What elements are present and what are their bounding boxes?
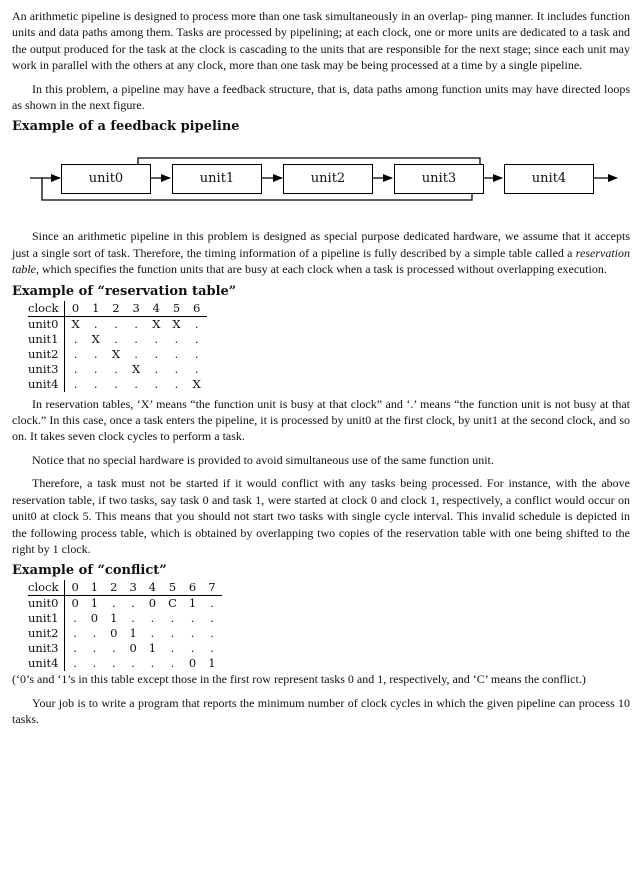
- clock-cell: 2: [106, 301, 126, 317]
- table-cell: .: [150, 656, 155, 671]
- table-cell: .: [73, 361, 78, 376]
- table-cell: .: [73, 346, 78, 361]
- table-cell: 0: [110, 626, 118, 641]
- table-cell: .: [170, 611, 175, 626]
- table-cell: X: [172, 316, 181, 331]
- table-cell: .: [154, 331, 159, 346]
- table-cell: .: [134, 316, 138, 331]
- table-cell: .: [194, 316, 199, 331]
- table-cell: .: [134, 331, 138, 346]
- conflict-heading: Example of “conflict”: [12, 563, 167, 579]
- description-paragraph: [12, 228, 630, 277]
- table-cell: .: [93, 346, 98, 361]
- table-cell: .: [92, 626, 97, 641]
- table-cell: 1: [208, 656, 216, 671]
- clock-cell: 5: [162, 580, 183, 596]
- table-cell: .: [114, 361, 118, 376]
- unit-label: unit2: [28, 626, 65, 641]
- reservation-table-header: [28, 301, 207, 317]
- explanation-paragraph-1: In reservation tables, ‘X’ means “the function unit is busy at that clock” and ‘.’ means “the function unit is not busy at that clock.” In this case, once a task enters the pipeline, it is processed by unit0 at the first clock, by unit1 at the second clock, and so on. It takes seven clock cycles to perform a task.: [12, 396, 630, 444]
- clock-cell: 6: [183, 580, 202, 596]
- table-cell: .: [73, 656, 77, 671]
- table-cell: X: [132, 361, 141, 376]
- table-cell: .: [170, 641, 175, 656]
- table-cell: 1: [148, 641, 157, 656]
- table-cell: .: [93, 376, 98, 391]
- explanation-paragraph-2: Notice that no special hardware is provided to avoid simultaneous use of the same function unit.: [32, 452, 494, 467]
- clock-cell: 3: [123, 580, 142, 596]
- conflict-note: (‘0’s and ‘1’s in this table except those in the first row represent tasks 0 and 1, respectively, and ‘C’ means the conflict.): [12, 672, 586, 687]
- clock-cell: 0: [65, 580, 85, 596]
- table-cell: .: [154, 376, 159, 391]
- clock-cell: 1: [86, 301, 106, 317]
- table-row: [28, 377, 207, 392]
- table-cell: .: [114, 376, 118, 391]
- table-cell: .: [150, 626, 155, 641]
- clock-cell: 6: [187, 301, 207, 317]
- intro-paragraph-2: In this problem, a pipeline may have a feedback structure, that is, data paths among function units may have directed loops as shown in the next figure.: [12, 81, 630, 113]
- table-cell: 0: [90, 611, 99, 626]
- conflict-table-header: [28, 580, 222, 596]
- unit2-box: unit2: [283, 164, 373, 194]
- clock-label: clock: [28, 301, 65, 317]
- table-row: [28, 641, 222, 656]
- table-cell: 0: [71, 596, 79, 611]
- clock-cell: 4: [143, 580, 162, 596]
- table-cell: .: [194, 361, 199, 376]
- table-cell: .: [194, 331, 199, 346]
- table-cell: .: [210, 626, 214, 641]
- feedback-heading: Example of a feedback pipeline: [12, 119, 240, 135]
- table-cell: .: [73, 611, 77, 626]
- table-cell: .: [210, 611, 214, 626]
- table-cell: .: [93, 316, 98, 331]
- table-cell: .: [111, 656, 116, 671]
- table-row: [28, 626, 222, 641]
- table-cell: .: [190, 626, 195, 641]
- unit-label: unit0: [28, 596, 65, 612]
- table-cell: .: [73, 626, 77, 641]
- table-row: [28, 347, 207, 362]
- table-row: [28, 362, 207, 377]
- table-cell: 0: [188, 656, 197, 671]
- table-cell: .: [92, 656, 97, 671]
- table-cell: X: [71, 316, 80, 331]
- conflict-cell: C: [168, 596, 177, 611]
- table-cell: .: [134, 376, 138, 391]
- table-cell: 1: [129, 626, 137, 641]
- table-cell: 1: [110, 611, 118, 626]
- table-row: [28, 316, 207, 332]
- clock-cell: 1: [85, 580, 104, 596]
- clock-cell: 2: [104, 580, 123, 596]
- unit3-box: unit3: [394, 164, 484, 194]
- table-cell: .: [73, 376, 78, 391]
- table-cell: .: [131, 596, 135, 611]
- table-row: [28, 656, 222, 671]
- unit1-box: unit1: [172, 164, 262, 194]
- table-row: [28, 596, 222, 612]
- reservation-table-term: reservation table: [12, 245, 630, 277]
- table-cell: .: [174, 361, 179, 376]
- clock-cell: 4: [146, 301, 166, 317]
- table-row: [28, 332, 207, 347]
- unit-label: unit1: [28, 332, 65, 347]
- table-cell: .: [73, 331, 78, 346]
- feedback-pipeline-diagram: [12, 136, 630, 228]
- table-cell: .: [150, 611, 155, 626]
- table-cell: .: [154, 361, 159, 376]
- intro-paragraph-1: An arithmetic pipeline is designed to process more than one task simultaneously in an overlap- ping manner. It includes function units and data paths among them. Tasks are processed by pipelining; at each clock, one or more units are dedicated to a task and the output produced for the task at the clock is cascading to the units that are responsible for the next stage; since each unit may work in parallel with the others at any clock, more than one task may be being processed at a time by a single pipeline.: [12, 9, 630, 73]
- table-cell: .: [210, 641, 214, 656]
- conflict-table: [28, 580, 222, 671]
- table-cell: X: [152, 316, 161, 331]
- table-cell: 1: [90, 596, 99, 611]
- unit-label: unit2: [28, 347, 65, 362]
- reservation-table: [28, 301, 207, 392]
- problem-statement: [12, 8, 630, 728]
- unit4-box: unit4: [504, 164, 594, 194]
- explanation-paragraph-3: Therefore, a task must not be started if it would conflict with any tasks being processed. For instance, with the above reservation table, if two tasks, say task 0 and task 1, were started at clock 0 and clock 1, respectively, a conflict would occur on unit0 at clock 5. This means that you should not start two tasks with single cycle interval. This invalid schedule is depicted in the following process table, which is obtained by overlapping two copies of the reservation table with one being shifted to the right by 1 clock.: [12, 476, 630, 556]
- table-cell: .: [92, 641, 97, 656]
- clock-cell: 5: [166, 301, 186, 317]
- closing-paragraph: Your job is to write a program that reports the minimum number of clock cycles in which the given pipeline can process 10 tasks.: [12, 695, 630, 727]
- table-cell: .: [73, 641, 77, 656]
- clock-cell: 7: [202, 580, 221, 596]
- table-cell: .: [170, 656, 175, 671]
- clock-cell: 0: [65, 301, 86, 317]
- table-cell: .: [210, 596, 214, 611]
- table-cell: .: [114, 331, 118, 346]
- reservation-heading: Example of “reservation table”: [12, 283, 237, 299]
- table-cell: .: [111, 596, 116, 611]
- table-cell: 0: [148, 596, 157, 611]
- table-cell: X: [91, 331, 100, 346]
- table-cell: .: [170, 626, 175, 641]
- table-cell: .: [154, 346, 159, 361]
- unit-label: unit4: [28, 656, 65, 671]
- description-text-after: , which specifies the function units that are busy at each clock when a task is processed without overlapping execution.: [36, 262, 607, 277]
- table-cell: .: [174, 331, 179, 346]
- table-cell: .: [194, 346, 199, 361]
- table-cell: 1: [188, 596, 197, 611]
- clock-label: clock: [28, 580, 65, 596]
- unit-label: unit3: [28, 362, 65, 377]
- description-text-before: Since an arithmetic pipeline in this problem is designed as special purpose dedicated hardware, we assume that it accepts just a single sort of task. Therefore, the timing information of a pipeline is fully described by a simple table called a: [12, 229, 630, 260]
- unit-label: unit0: [28, 316, 65, 332]
- table-cell: .: [111, 641, 116, 656]
- clock-cell: 3: [126, 301, 146, 317]
- table-cell: .: [174, 346, 179, 361]
- table-cell: .: [131, 611, 135, 626]
- table-cell: .: [114, 316, 118, 331]
- table-cell: .: [131, 656, 135, 671]
- table-cell: X: [192, 376, 201, 391]
- table-row: [28, 611, 222, 626]
- unit0-box: unit0: [61, 164, 151, 194]
- table-cell: .: [190, 611, 195, 626]
- table-cell: .: [134, 346, 138, 361]
- unit-label: unit3: [28, 641, 65, 656]
- table-cell: .: [174, 376, 179, 391]
- table-cell: .: [190, 641, 195, 656]
- table-cell: X: [111, 346, 121, 361]
- table-cell: .: [93, 361, 98, 376]
- table-cell: 0: [129, 641, 137, 656]
- unit-label: unit4: [28, 377, 65, 392]
- unit-label: unit1: [28, 611, 65, 626]
